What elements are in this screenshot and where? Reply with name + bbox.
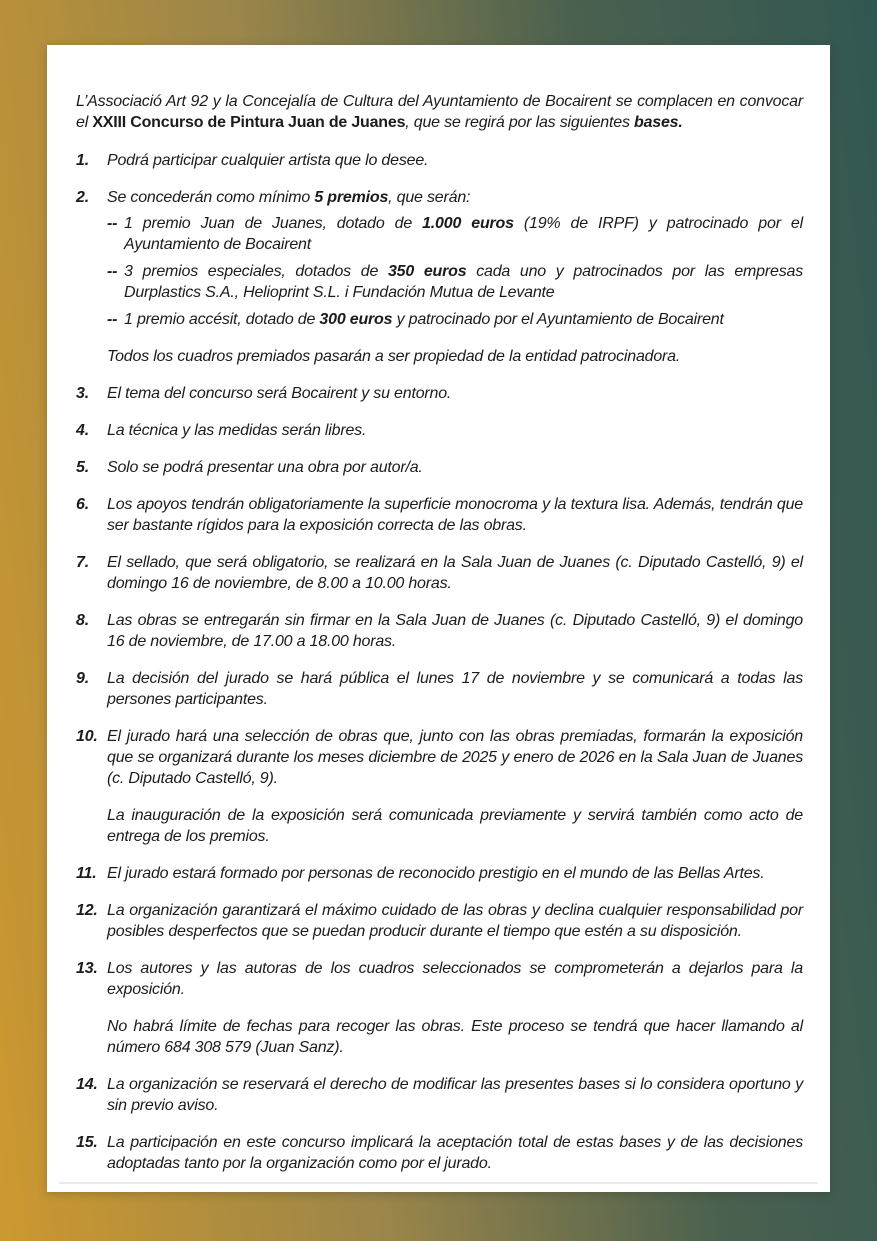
item-body: [107, 457, 803, 478]
text-segment: El tema del concurso será Bocairent y su entorno.: [107, 385, 452, 402]
item-paragraph: [107, 726, 803, 789]
item-body: [107, 420, 803, 441]
rule-item: [76, 958, 803, 1058]
rule-item: [76, 383, 803, 404]
item-paragraph: [107, 150, 803, 171]
text-segment: y patrocinado por el Ayuntamiento de Bocairent: [392, 311, 724, 328]
text-segment: La inauguración de la exposición será comunicada previamente y servirá también como acto de entrega de los premios.: [107, 807, 803, 845]
dash-bullet: --: [107, 311, 118, 328]
item-paragraph: [107, 805, 803, 847]
dash-bullet: --: [107, 215, 118, 232]
item-number: 8.: [76, 612, 89, 629]
text-segment: El jurado hará una selección de obras que, junto con las obras premiadas, formarán la exposición que se organizará durante los meses diciembre de 2025 y enero de 2026 en la Sala Juan de Juanes (c. Diputado Castelló, 9).: [107, 728, 803, 787]
text-segment: La técnica y las medidas serán libres.: [107, 422, 367, 439]
item-body: [107, 1074, 803, 1116]
item-number: 14.: [76, 1076, 98, 1093]
sub-item: [107, 309, 803, 330]
rule-item: [76, 900, 803, 942]
item-paragraph: [107, 552, 803, 594]
rule-item: [76, 863, 803, 884]
text-segment: 1.000 euros: [422, 215, 514, 232]
rule-item: [76, 420, 803, 441]
text-segment: , que serán:: [388, 189, 471, 206]
rule-item: [76, 494, 803, 536]
item-paragraph: [107, 668, 803, 710]
item-number: 5.: [76, 459, 89, 476]
item-paragraph: [107, 383, 803, 404]
text-segment: , que se regirá por las siguientes: [405, 114, 634, 131]
item-number: 4.: [76, 422, 89, 439]
text-segment: cada uno y patrocinados por las empresas Durplastics S.A., Helioprint S.L. i Fundación Mutua de Levante: [124, 263, 803, 301]
item-number: 11.: [76, 865, 97, 882]
sub-item-text: [124, 309, 803, 330]
text-segment: Los autores y las autoras de los cuadros seleccionados se comprometerán a dejarlos para la exposición.: [107, 960, 803, 998]
item-paragraph: [107, 1074, 803, 1116]
text-segment: L’Associació Art 92 y la Concejalía de Cultura del Ayuntamiento de Bocairent se complacen en convocar el: [76, 93, 803, 131]
item-body: [107, 494, 803, 536]
item-body: [107, 958, 803, 1058]
text-segment: (19% de IRPF) y patrocinado por el Ayuntamiento de Bocairent: [124, 215, 803, 253]
item-body: [107, 383, 803, 404]
sub-item-text: [124, 213, 803, 255]
text-segment: 1 premio accésit, dotado de: [124, 311, 320, 328]
item-paragraph: [107, 1016, 803, 1058]
text-segment: Todos los cuadros premiados pasarán a ser propiedad de la entidad patrocinadora.: [107, 348, 681, 365]
item-number: 3.: [76, 385, 89, 402]
text-segment: Se concederán como mínimo: [107, 189, 315, 206]
document-body: [76, 91, 803, 1174]
text-segment: 350 euros: [387, 263, 467, 280]
item-number: 1.: [76, 152, 89, 169]
item-number: 12.: [76, 902, 98, 919]
sub-item-text: [124, 261, 803, 303]
sub-item: [107, 261, 803, 303]
text-segment: El sellado, que será obligatorio, se realizará en la Sala Juan de Juanes (c. Diputado Castelló, 9) el domingo 16 de noviembre, de 8.00 a 10.00 horas.: [107, 554, 803, 592]
item-body: [107, 150, 803, 171]
item-number: 13.: [76, 960, 98, 977]
item-paragraph: [107, 420, 803, 441]
rules-list: [76, 150, 803, 1174]
item-body: [107, 726, 803, 847]
item-paragraph: [107, 958, 803, 1000]
text-segment: 3 premios especiales, dotados de: [124, 263, 388, 280]
item-paragraph: [107, 457, 803, 478]
text-segment: No habrá límite de fechas para recoger las obras. Este proceso se tendrá que hacer llamando al número 684 308 579 (Juan Sanz).: [107, 1018, 803, 1056]
card-bottom-edge: [59, 1182, 818, 1184]
item-paragraph: [107, 1132, 803, 1174]
item-paragraph: [107, 346, 803, 367]
text-segment: Los apoyos tendrán obligatoriamente la superficie monocroma y la textura lisa. Además, tendrán que ser bastante rígidos para la exposición correcta de las obras.: [107, 496, 803, 534]
item-body: [107, 900, 803, 942]
item-paragraph: [107, 187, 803, 208]
item-body: [107, 1132, 803, 1174]
text-segment: 300 euros: [319, 311, 393, 328]
item-paragraph: [107, 494, 803, 536]
item-paragraph: [107, 900, 803, 942]
rule-item: [76, 1132, 803, 1174]
text-segment: 1 premio Juan de Juanes, dotado de: [124, 215, 423, 232]
item-body: [107, 187, 803, 367]
text-segment: Podrá participar cualquier artista que lo desee.: [107, 152, 429, 169]
item-number: 6.: [76, 496, 89, 513]
rule-item: [76, 150, 803, 171]
text-segment: La organización se reservará el derecho de modificar las presentes bases si lo considera oportuno y sin previo aviso.: [107, 1076, 803, 1114]
item-body: [107, 668, 803, 710]
item-body: [107, 610, 803, 652]
rule-item: [76, 1074, 803, 1116]
text-segment: El jurado estará formado por personas de reconocido prestigio en el mundo de las Bellas Artes.: [107, 865, 765, 882]
item-body: [107, 552, 803, 594]
rule-item: [76, 610, 803, 652]
item-number: 15.: [76, 1134, 98, 1151]
item-number: 7.: [76, 554, 89, 571]
text-segment: bases.: [634, 114, 683, 131]
item-body: [107, 863, 803, 884]
text-segment: La participación en este concurso implicará la aceptación total de estas bases y de las decisiones adoptadas tanto por la organización como por el jurado.: [107, 1134, 803, 1172]
item-number: 9.: [76, 670, 89, 687]
rule-item: [76, 552, 803, 594]
item-paragraph: [107, 863, 803, 884]
item-number: 2.: [76, 189, 89, 206]
text-segment: XXIII Concurso de Pintura Juan de Juanes: [92, 114, 406, 131]
text-segment: 5 premios: [314, 189, 389, 206]
text-segment: Las obras se entregarán sin firmar en la Sala Juan de Juanes (c. Diputado Castelló, 9) el domingo 16 de noviembre, de 17.00 a 18.00 horas.: [107, 612, 803, 650]
rule-item: [76, 726, 803, 847]
text-segment: La decisión del jurado se hará pública el lunes 17 de noviembre y se comunicará a todas las persones participantes.: [107, 670, 803, 708]
rule-item: [76, 457, 803, 478]
document-card: [47, 45, 830, 1192]
rule-item: [76, 187, 803, 367]
item-paragraph: [107, 610, 803, 652]
text-segment: La organización garantizará el máximo cuidado de las obras y declina cualquier responsabilidad por posibles desperfectos que se puedan producir durante el tiempo que estén a su disposición.: [107, 902, 803, 940]
item-number: 10.: [76, 728, 98, 745]
rule-item: [76, 668, 803, 710]
dash-bullet: --: [107, 263, 118, 280]
intro-paragraph: [76, 91, 803, 133]
text-segment: Solo se podrá presentar una obra por autor/a.: [107, 459, 423, 476]
sub-item: [107, 213, 803, 255]
